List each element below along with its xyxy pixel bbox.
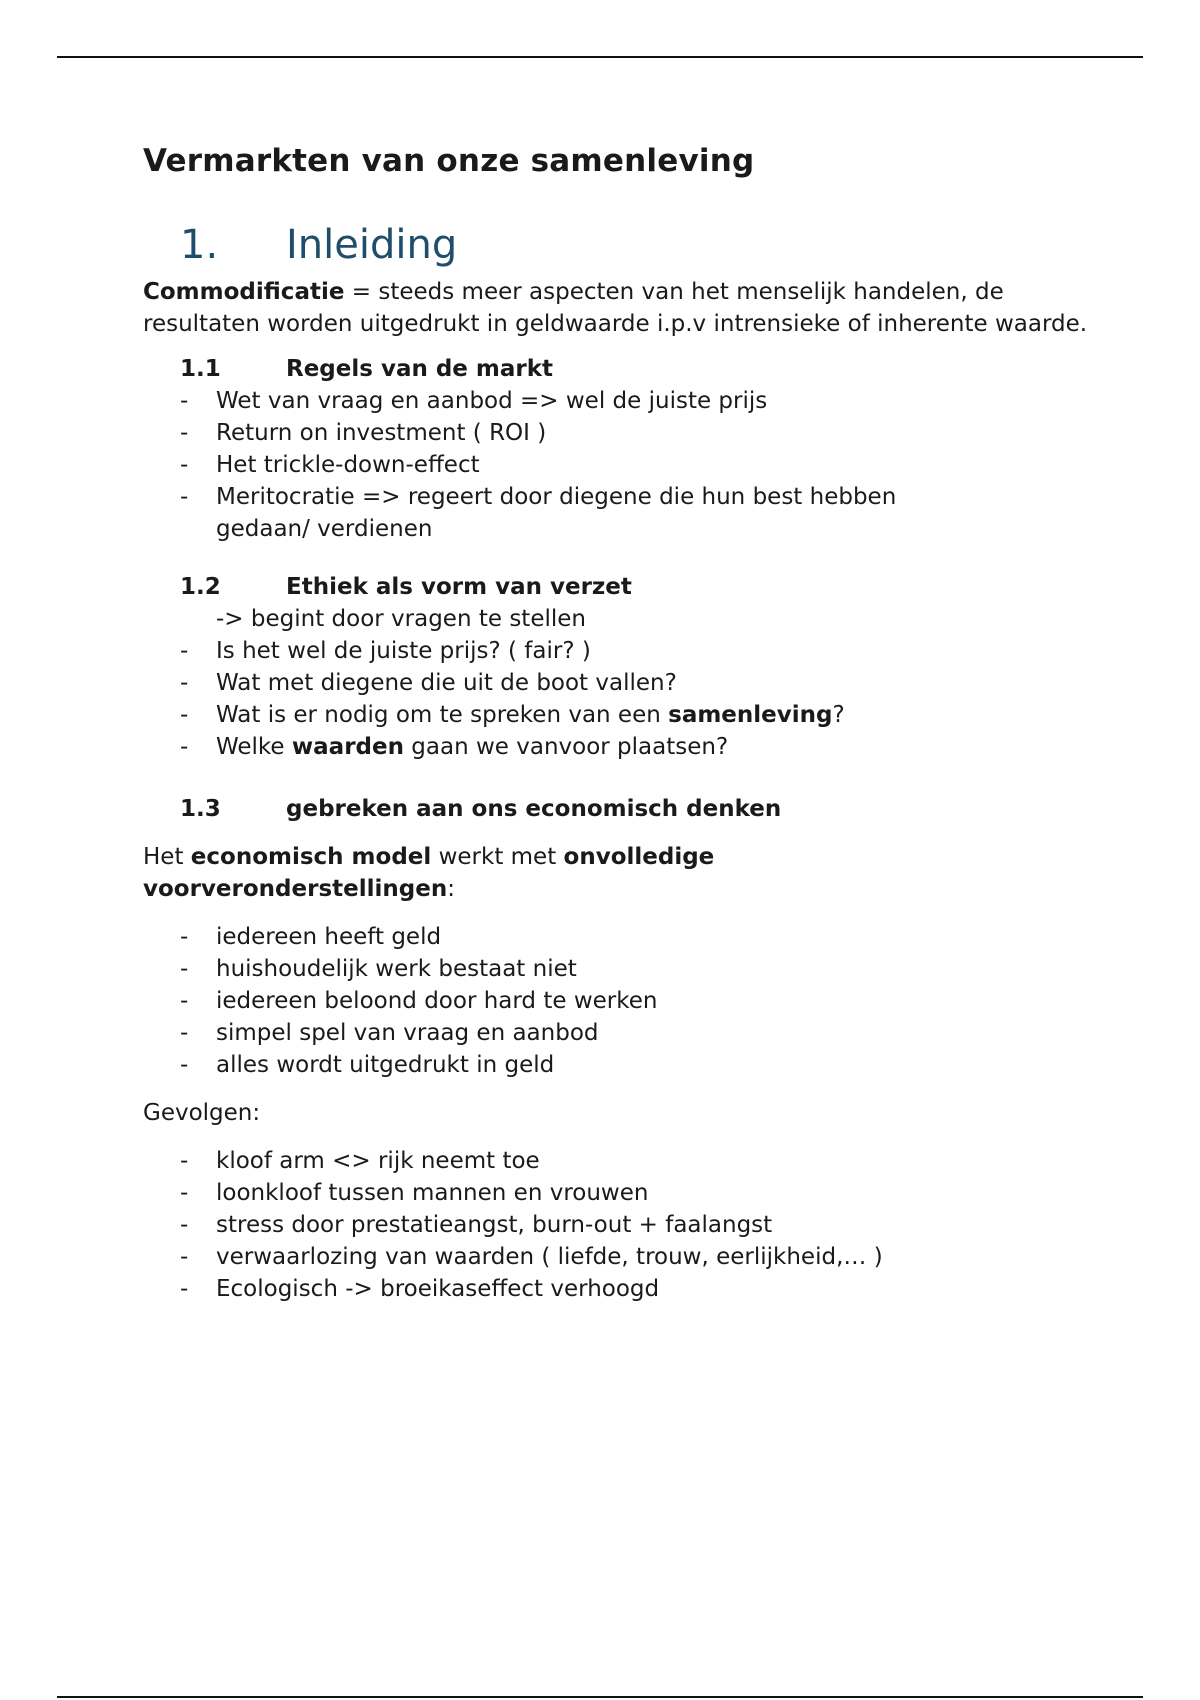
section-number: 1.	[180, 222, 219, 268]
list-item: - Wat met diegene die uit de boot vallen?	[180, 670, 677, 696]
subsection-heading-gebreken	[180, 793, 1103, 825]
gevolgen-label: Gevolgen:	[143, 1100, 261, 1126]
subsection-label: gebreken aan ons economisch denken	[286, 796, 782, 822]
list-item: - Welke waarden gaan we vanvoor plaatsen?	[180, 734, 729, 760]
list-item: - Is het wel de juiste prijs? ( fair? )	[180, 638, 591, 664]
list-item: - Ecologisch -> broeikaseffect verhoogd	[180, 1276, 660, 1302]
ethiek-list	[143, 635, 1103, 763]
regels-list	[143, 385, 1103, 545]
intro-text: = steeds meer aspecten van het menselijk handelen, de resultaten worden uitgedrukt in geldwaarde i.p.v intrensieke of inherente waarde.	[143, 279, 1088, 337]
subsection-heading-regels	[180, 353, 1103, 385]
list-item: - Meritocratie => regeert door diegene die hun best hebben gedaan/ verdienen	[180, 484, 897, 542]
subsection-label: Ethiek als vorm van verzet	[286, 574, 632, 600]
section-label: Inleiding	[286, 222, 458, 268]
intro-term: Commodificatie	[143, 279, 345, 305]
list-item: - kloof arm <> rijk neemt toe	[180, 1148, 540, 1174]
list-item: - Wat is er nodig om te spreken van een samenleving?	[180, 702, 845, 728]
list-item: - stress door prestatieangst, burn-out + faalangst	[180, 1212, 773, 1238]
subsection-number: 1.2	[180, 574, 221, 600]
subsection-number: 1.3	[180, 796, 221, 822]
header-rule	[57, 56, 1143, 58]
list-item: - iedereen heeft geld	[180, 924, 442, 950]
list-item: - simpel spel van vraag en aanbod	[180, 1020, 599, 1046]
list-item: - alles wordt uitgedrukt in geld	[180, 1052, 555, 1078]
subsection-heading-ethiek	[180, 571, 1103, 603]
document-page	[143, 140, 1103, 1305]
intro-paragraph	[143, 276, 1103, 340]
subsection-label: Regels van de markt	[286, 356, 554, 382]
section-heading-inleiding	[180, 220, 1103, 270]
model-paragraph: Het economisch model werkt met onvolledige voorveronderstellingen:	[143, 844, 715, 902]
gevolgen-list	[143, 1145, 1103, 1305]
list-item: - Wet van vraag en aanbod => wel de juiste prijs	[180, 388, 768, 414]
list-item: - verwaarlozing van waarden ( liefde, trouw, eerlijkheid,… )	[180, 1244, 883, 1270]
list-item: - huishoudelijk werk bestaat niet	[180, 956, 577, 982]
subsection-number: 1.1	[180, 356, 221, 382]
list-item: - Het trickle-down-effect	[180, 452, 480, 478]
ethiek-note: -> begint door vragen te stellen	[216, 606, 586, 632]
document-title: Vermarkten van onze samenleving	[143, 143, 755, 179]
list-item: - loonkloof tussen mannen en vrouwen	[180, 1180, 649, 1206]
voorveronderstellingen-list	[143, 921, 1103, 1081]
list-item: - Return on investment ( ROI )	[180, 420, 547, 446]
list-item: - iedereen beloond door hard te werken	[180, 988, 658, 1014]
footer-rule	[57, 1696, 1143, 1698]
